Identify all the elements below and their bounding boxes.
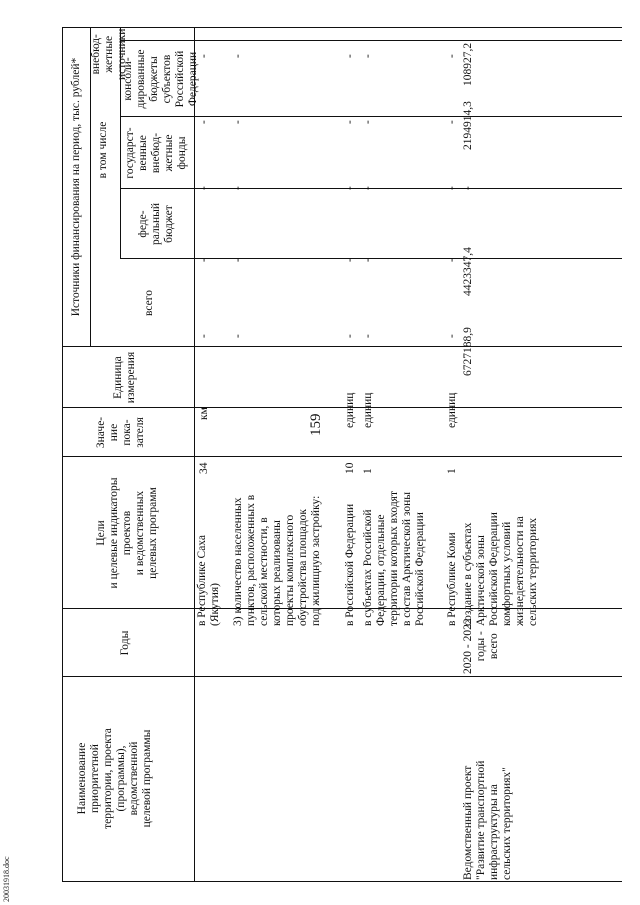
extrabudget-cell: - — [362, 54, 374, 58]
header-unit: Единица измерения — [112, 351, 137, 404]
header-indicator-value: Значе- ние пока- зателя — [95, 416, 146, 449]
project-years: 2020 - 2022 годы - всего — [462, 618, 500, 674]
goal-text: 3) количество населенных пунктов, расположенных в сельской местности, в которых реализованы проекты комплексного обустройства площадок под жилищную застройку: — [232, 494, 322, 626]
total-cell: - — [446, 334, 458, 338]
total-cell: - — [198, 334, 210, 338]
goal-text: в Российской Федерации — [344, 503, 356, 626]
state-funds-cell: - — [362, 186, 374, 190]
extrabudget-cell: - — [198, 54, 210, 58]
header-state-extrabudget-funds: государст- венные внебюд- жетные фонды — [124, 127, 188, 179]
state-funds-cell: - — [446, 186, 458, 190]
extrabudget-cell: - — [344, 54, 356, 58]
regional-cell: - — [198, 120, 210, 124]
financing-table — [62, 27, 622, 882]
regional-cell: - — [232, 120, 244, 124]
unit-value: единиц — [344, 392, 356, 428]
extrabudget-cell: 108927,2 — [462, 42, 474, 86]
total-cell: - — [344, 334, 356, 338]
total-cell: - — [362, 334, 374, 338]
column-divider — [62, 676, 622, 677]
project-name: Ведомственный проект "Развитие транспортной инфраструктуры на сельских территориях" — [462, 760, 513, 880]
state-funds-cell: - — [462, 186, 474, 190]
state-funds-cell: - — [198, 186, 210, 190]
goal-text: в Республике Саха (Якутия) — [196, 534, 221, 626]
total-cell: 6727188,9 — [462, 327, 474, 376]
header-bottom-border — [194, 27, 195, 882]
header-total: всего — [143, 290, 155, 316]
indicator-value: 1 — [446, 468, 458, 474]
page-number: 159 — [308, 413, 324, 436]
indicator-value: 1 — [362, 468, 374, 474]
regional-cell: - — [362, 120, 374, 124]
regional-cell: - — [344, 120, 356, 124]
total-cell: - — [232, 334, 244, 338]
unit-value: единиц — [446, 392, 458, 428]
extrabudget-cell: - — [232, 54, 244, 58]
unit-value: км — [198, 407, 210, 420]
header-extrabudget-sources: внебюд- жетные источники — [90, 28, 128, 80]
goal-text: в Республике Коми — [446, 532, 458, 626]
federal-cell: - — [232, 258, 244, 262]
federal-cell: - — [198, 258, 210, 262]
table-right-border — [62, 27, 622, 28]
indicator-value: 34 — [198, 462, 210, 474]
unit-value: единиц — [362, 392, 374, 428]
header-years: Годы — [119, 630, 131, 656]
header-regional-budgets: консоли- дированные бюджеты субъектов Российской Федерации — [122, 49, 199, 109]
goal-text: создание в субъектах Арктической зоны Российской Федерации комфортных условий жизнедеятельности на сельских территориях — [462, 512, 539, 626]
federal-cell: - — [446, 258, 458, 262]
header-funding-sources: Источники финансирования на период, тыс. рублей* — [70, 57, 82, 317]
federal-cell: - — [362, 258, 374, 262]
regional-cell: 2194914,3 — [462, 101, 474, 150]
header-name: Наименование приоритетной территории, проекта (программы), ведомственной целевой программы — [76, 728, 153, 829]
header-goals: Цели и целевые индикаторы проектов и ведомственных целевых программ — [95, 477, 159, 589]
federal-cell: - — [344, 258, 356, 262]
document-code: 20031918.doc — [2, 856, 11, 902]
state-funds-cell: - — [232, 186, 244, 190]
indicator-value: 10 — [344, 462, 356, 474]
table-top-border — [62, 27, 63, 882]
goal-text: в субъектах Российской Федерации, отдельные территории которых входят в состав Арктической зоны Российской Федерации — [362, 491, 426, 626]
extrabudget-cell: - — [446, 54, 458, 58]
table-left-border — [62, 881, 622, 882]
regional-cell: - — [446, 120, 458, 124]
header-federal-budget: феде- ральный бюджет — [137, 203, 175, 245]
federal-cell: 4423347,4 — [462, 247, 474, 296]
header-including: в том числе — [97, 121, 109, 179]
state-funds-cell: - — [344, 186, 356, 190]
